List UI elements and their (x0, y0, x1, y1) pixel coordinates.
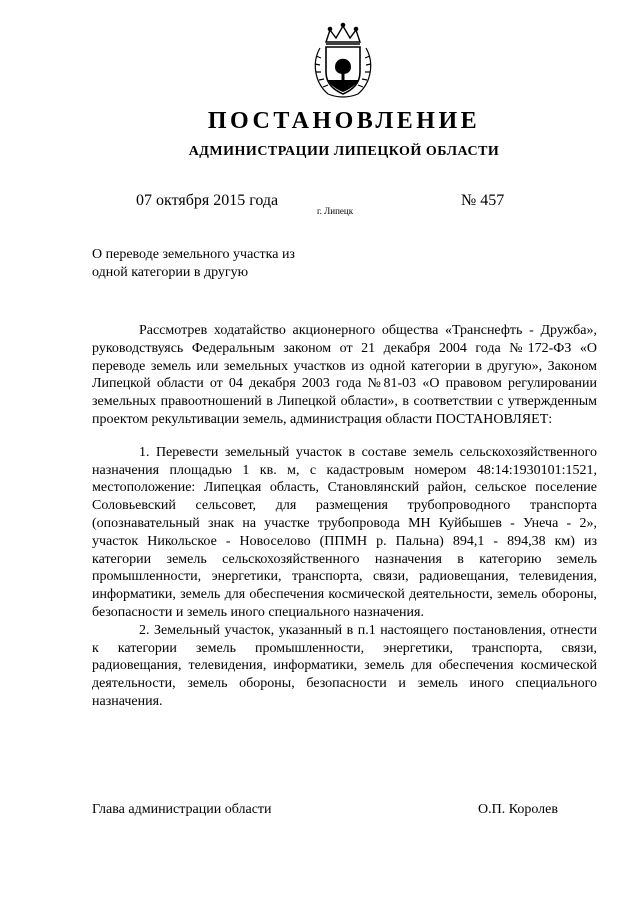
document-body (92, 322, 597, 711)
document-number: № 457 (461, 192, 505, 209)
lipetsk-coat-of-arms-icon (308, 22, 378, 100)
preamble-paragraph: Рассмотрев ходатайство акционерного общества «Транснефть - Дружба», руководствуясь Федеральным законом от 21 декабря 2004 года №172-ФЗ «О переводе земель или земельных участков из одной категории в другую», Законом Липецкой области от 04 декабря 2003 года №81-03 «О правовом регулировании земельных правоотношений в Липецкой области», в соответствии с утвержденным проектом рекультивации земель, администрация области ПОСТАНОВЛЯЕТ: (92, 323, 597, 427)
item-2-paragraph: 2. Земельный участок, указанный в п.1 настоящего постановления, отнести к категории земель промышленности, энергетики, транспорта, связи, радиовещания, телевидения, информатики, земель для обеспечения космической деятельности, земель обороны, безопасности и земель иного специального назначения. (92, 622, 597, 709)
item-1-paragraph: 1. Перевести земельный участок в составе земель сельскохозяйственного назначения площадью 1 кв. м, с кадастровым номером 48:14:1930101:1521, местоположение: Липецкая область, Становлянский район, сельское поселение Соловьевский сельсовет, для размещения трубопроводного транспорта (опознавательный знак на участке трубопровода МН Куйбышев - Унеча - 2», участок Никольское - Новоселово (ППМН р. Пальна) 894,1 - 894,38 км) из категории земель сельскохозяйственного назначения в категорию земель промышленности, энергетики, транспорта, связи, радиовещания, телевидения, информатики, земель для обеспечения космической деятельности, земель обороны, безопасности и земель иного специального назначения. (92, 444, 597, 620)
signature-position: Глава администрации области (92, 802, 272, 817)
document-date: 07 октября 2015 года (136, 192, 279, 209)
shield-icon (326, 47, 360, 94)
signature-name: О.П. Королев (478, 802, 558, 817)
document-subject: О переводе земельного участка из одной категории в другую (92, 247, 295, 280)
crown-icon (326, 23, 360, 44)
document-city: г. Липецк (317, 206, 354, 216)
document-title: ПОСТАНОВЛЕНИЕ (207, 108, 481, 134)
document-subtitle: АДМИНИСТРАЦИИ ЛИПЕЦКОЙ ОБЛАСТИ (188, 144, 500, 159)
